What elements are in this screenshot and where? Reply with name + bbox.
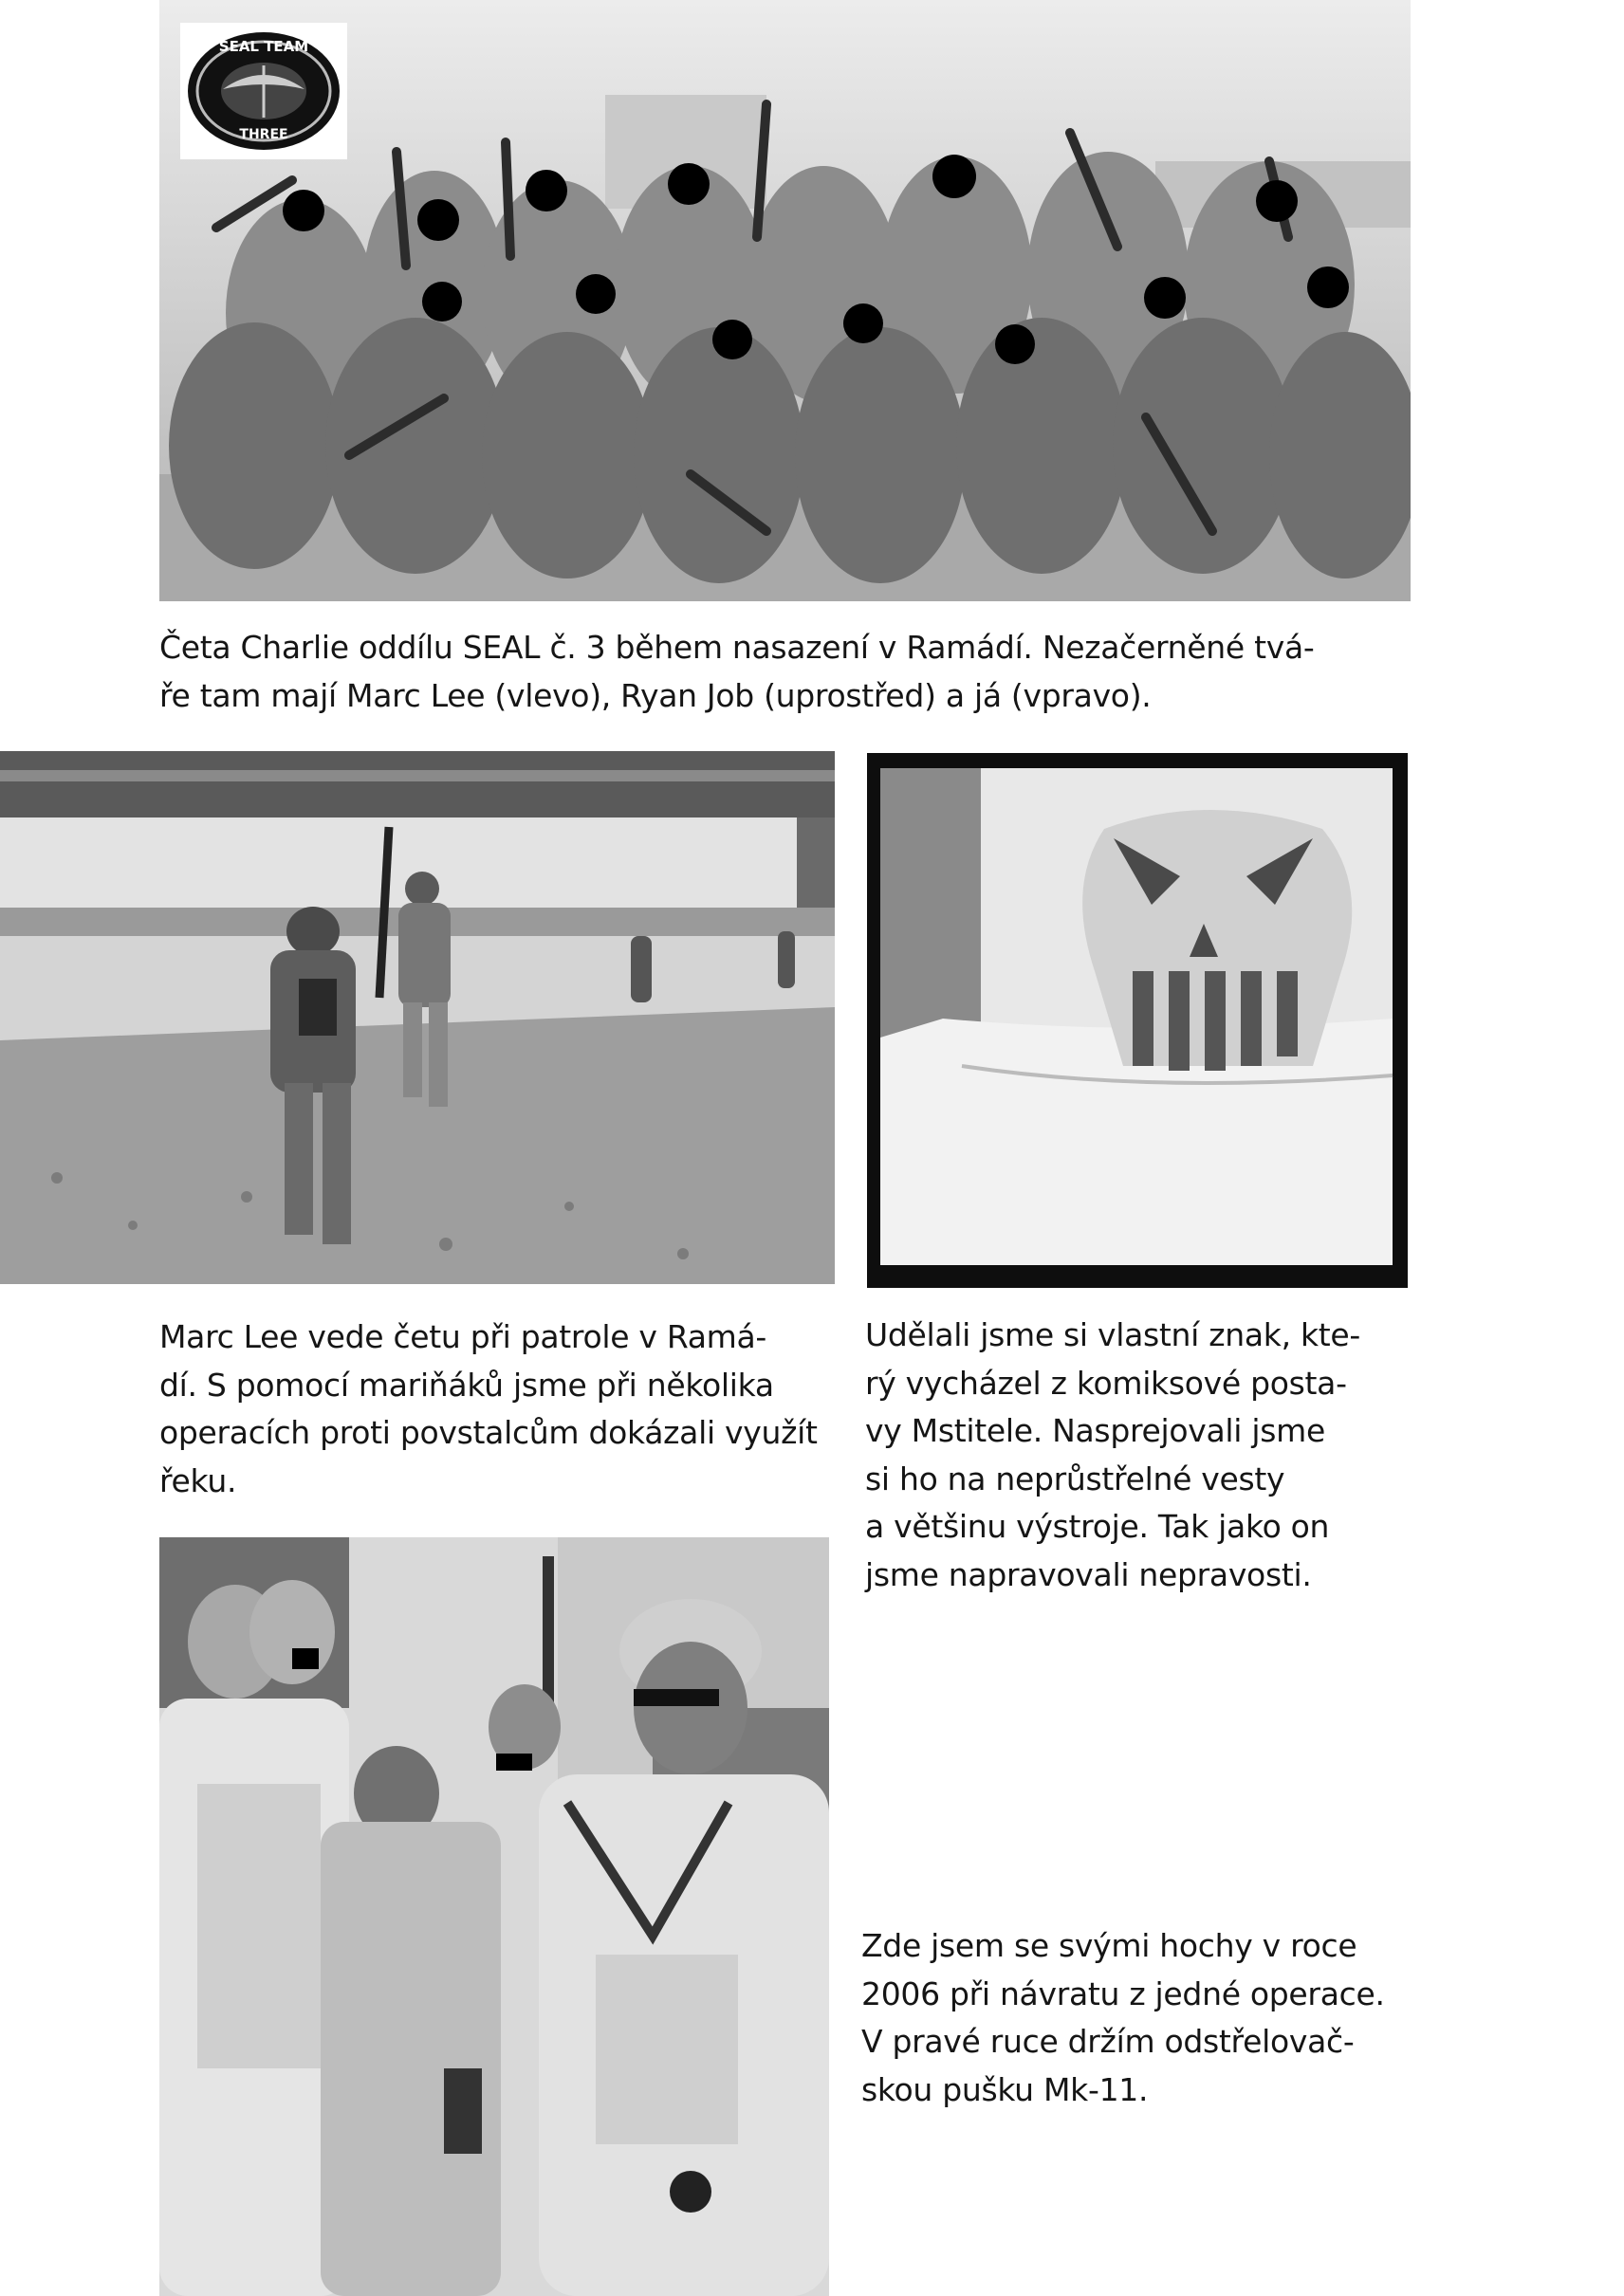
caption-platoon — [159, 624, 1315, 720]
caption-punisher-emblem — [865, 1312, 1360, 1599]
caption-line: jsme napravovali nepravosti. — [865, 1555, 1312, 1593]
caption-line: 2006 při návratu z jedné operace. — [861, 1975, 1385, 2012]
caption-line: Udělali jsme si vlastní znak, kte- — [865, 1316, 1361, 1353]
platoon-group-photo — [159, 0, 1411, 601]
river-patrol-photo — [0, 751, 835, 1284]
team-return-photo — [159, 1537, 829, 2296]
badge-bottom-text: THREE — [239, 127, 288, 142]
caption-river-patrol — [159, 1313, 818, 1505]
seal-team-three-badge — [180, 23, 347, 159]
punisher-skull-photo — [867, 753, 1408, 1288]
caption-line: a většinu výstroje. Tak jako on — [865, 1508, 1330, 1545]
caption-line: si ho na neprůstřelné vesty — [865, 1460, 1285, 1497]
caption-line: Marc Lee vede četu při patrole v Ramá- — [159, 1318, 767, 1355]
caption-line: Zde jsem se svými hochy v roce — [861, 1927, 1357, 1964]
badge-top-text: SEAL TEAM — [218, 38, 309, 55]
caption-team-return — [861, 1922, 1385, 2114]
caption-line: dí. S pomocí mariňáků jsme při několika — [159, 1366, 774, 1404]
caption-line: operacích proti povstalcům dokázali využít — [159, 1414, 818, 1451]
caption-line: rý vycházel z komiksové posta- — [865, 1364, 1347, 1402]
caption-line: řeku. — [159, 1461, 237, 1499]
caption-line: V pravé ruce držím odstřelovač- — [861, 2023, 1355, 2060]
caption-line: vy Mstitele. Nasprejovali jsme — [865, 1412, 1325, 1449]
caption-line: Četa Charlie oddílu SEAL č. 3 během nasazení v Ramádí. Nezačerněné tvá- — [159, 629, 1315, 666]
caption-line: ře tam mají Marc Lee (vlevo), Ryan Job (uprostřed) a já (vpravo). — [159, 676, 1152, 714]
caption-line: skou pušku Mk-11. — [861, 2070, 1149, 2108]
